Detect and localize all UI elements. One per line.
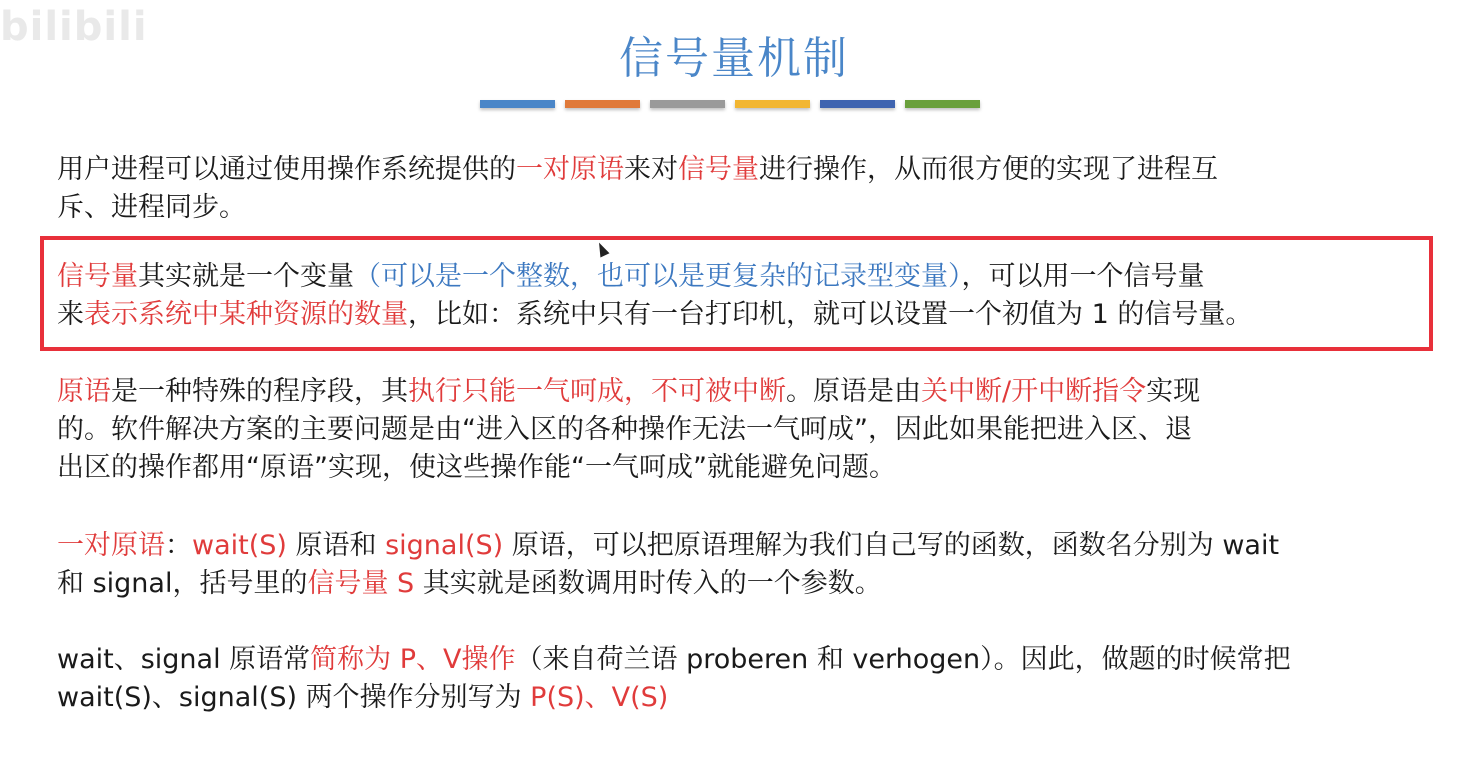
highlighted-text: P(S)、V(S) [530,682,669,713]
body-text: 的。软件解决方案的主要问题是由“进入区的各种操作无法一气呵成”，因此如果能把进入区、退 [57,414,1192,445]
body-text: ，比如：系统中只有一台打印机，就可以设置一个初值为 1 的信号量。 [408,299,1253,330]
text-line [57,151,1437,189]
underline-segment [565,100,640,108]
highlighted-text: 一对原语 [516,154,624,185]
body-text: wait(S)、signal(S) 两个操作分别写为 [57,682,531,713]
slide-title: 信号量机制 [619,33,849,84]
text-line [57,565,1437,603]
highlighted-text: 原语 [57,376,111,407]
body-text: 。原语是由 [786,376,921,407]
underline-segment [905,100,980,108]
body-text: 其实就是函数调用时传入的一个参数。 [414,568,882,599]
highlighted-text: 信号量 [678,154,759,185]
underline-segment [820,100,895,108]
highlighted-text: wait(S) [192,530,287,561]
bilibili-watermark: bilibili [0,4,148,50]
body-text: ： [165,530,192,561]
underline-segment [735,100,810,108]
paragraph-semaphore-definition [57,258,1437,334]
body-text: 实现 [1146,376,1201,407]
highlighted-text: 执行只能一气呵成，不可被中断 [408,376,786,407]
body-text: ，可以用一个信号量 [961,261,1205,292]
highlighted-text: 表示系统中某种资源的数量 [84,299,408,330]
underline-segment [480,100,555,108]
body-text: （来自荷兰语 proberen 和 verhogen）。因此，做题的时候常把 [515,644,1291,675]
body-text: wait、signal 原语常 [57,644,311,675]
body-text: 来对 [624,154,678,185]
body-text: 是一种特殊的程序段，其 [111,376,408,407]
highlighted-text: （可以是一个整数，也可以是更复杂的记录型变量） [354,261,962,292]
highlighted-text: 一对原语 [57,530,165,561]
underline-segment [650,100,725,108]
highlighted-text: 简称为 P、V操作 [310,644,516,675]
paragraph-wait-signal [57,527,1437,603]
highlighted-text: 关中断/开中断指令 [921,376,1147,407]
body-text: 来 [57,299,84,330]
text-line [57,527,1437,565]
body-text: 原语，可以把原语理解为我们自己写的函数，函数名分别为 wait [503,530,1280,561]
highlighted-text: signal(S) [385,530,504,561]
body-text: 斥、进程同步。 [57,192,246,223]
highlighted-text: 信号量 [57,261,138,292]
body-text: 出区的操作都用“原语”实现，使这些操作能“一气呵成”就能避免问题。 [57,452,896,483]
text-line [57,258,1437,296]
text-line [57,411,1437,449]
body-text: 用户进程可以通过使用操作系统提供的 [57,154,516,185]
text-line [57,189,1437,227]
text-line [57,679,1437,717]
body-text: 原语和 [286,530,386,561]
text-line [57,641,1437,679]
paragraph-primitive [57,373,1437,487]
paragraph-intro [57,151,1437,227]
paragraph-pv-operations [57,641,1437,717]
text-line [57,449,1437,487]
text-line [57,296,1437,334]
body-text: 其实就是一个变量 [138,261,354,292]
body-text: 进行操作，从而很方便的实现了进程互 [759,154,1218,185]
body-text: 和 signal，括号里的 [57,568,308,599]
text-line [57,373,1437,411]
highlighted-text: 信号量 S [307,568,415,599]
title-underline-bar [480,100,990,108]
